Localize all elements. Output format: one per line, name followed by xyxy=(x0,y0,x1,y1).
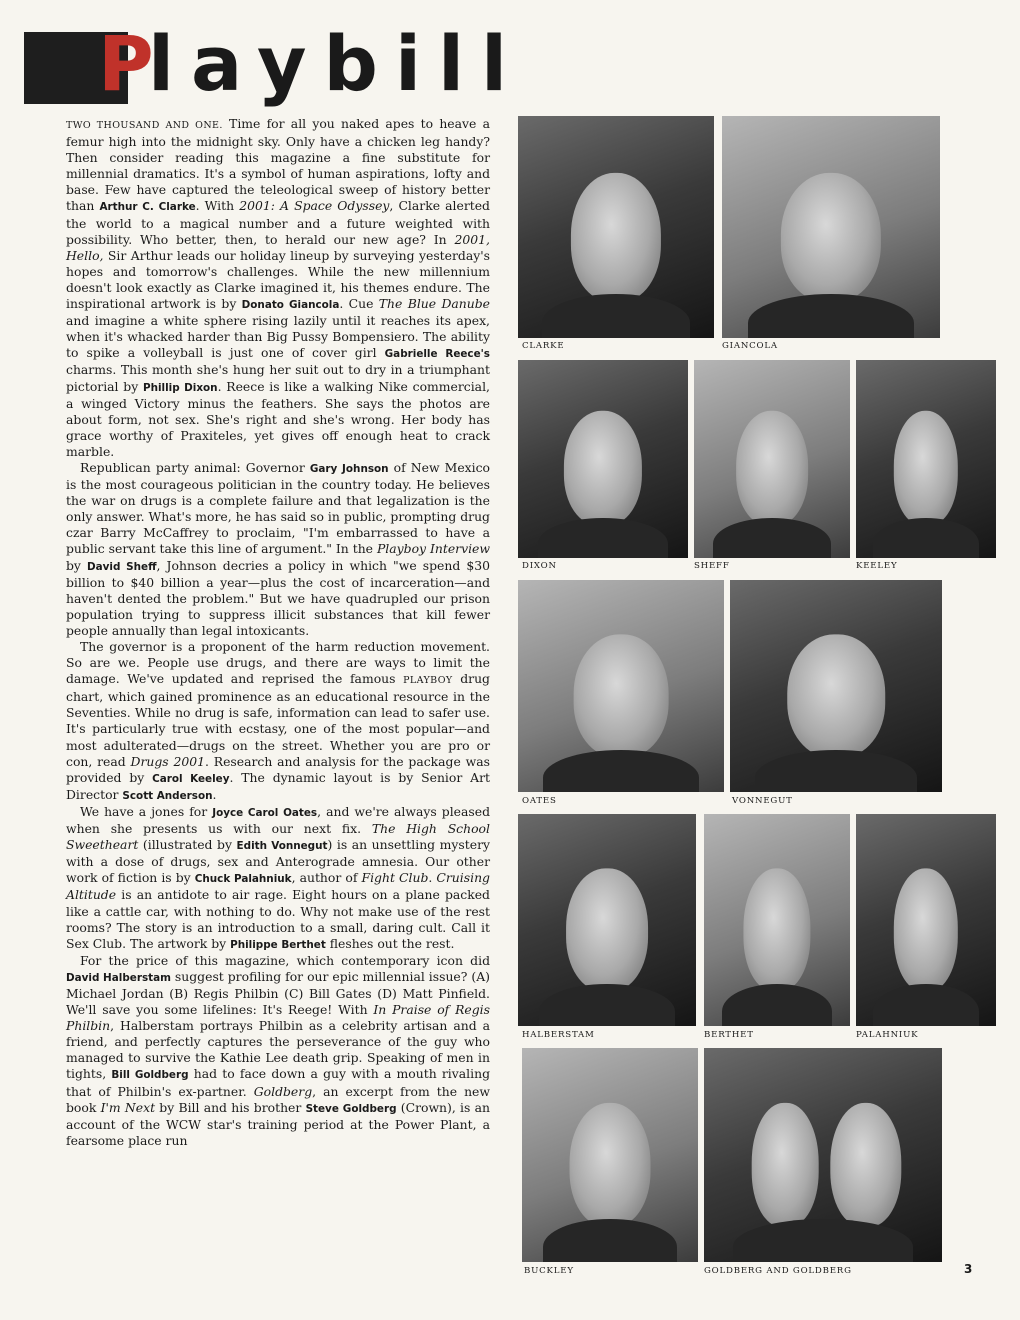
caption-buckley: BUCKLEY xyxy=(524,1266,574,1276)
paragraph-1: TWO THOUSAND AND ONE. Time for all you naked apes to heave a femur high into the midnight sky. Only have a chicken leg handy? Then consider reading this magazine a fine substitute for millennial dramatics. It's a symbol of human aspirations, lofty and base. Few have captured the teleological sweep of history better than Arthur C. Clarke. With 2001: A Space Odyssey, Clarke alerted the world to a magical number and a future weighted with possibility. Who better, then, to herald our new age? In 2001, Hello, Sir Arthur leads our holiday lineup by surveying yesterday's hopes and tomorrow's challenges. While the new millennium doesn't look exactly as Clarke imagined it, his themes endure. The inspirational artwork is by Donato Giancola. Cue The Blue Danube and imagine a white sphere rising lazily until it reaches its apex, when it's whacked harder than Big Pussy Bompensiero. The ability to spike a volleyball is just one of cover girl Gabrielle Reece's charms. This month she's hung her suit out to dry in a triumphant pictorial by Phillip Dixon. Reece is like a walking Nike commercial, a winged Victory minus the feathers. She says the photos are about form, not sex. She's right and she's wrong. Her body has grace worthy of Praxiteles, yet gives off enough heat to crack marble. xyxy=(66,116,490,459)
contributor-name: David Sheff xyxy=(87,560,157,573)
photo-sheff xyxy=(694,360,850,558)
caption-giancola: GIANCOLA xyxy=(722,341,778,351)
contributor-name: David Halberstam xyxy=(66,971,171,984)
contributor-name: Chuck Palahniuk xyxy=(194,873,292,886)
photo-giancola xyxy=(722,116,940,338)
photo-palahniuk xyxy=(856,814,996,1026)
caption-oates: OATES xyxy=(522,796,557,806)
contributor-name: Steve Goldberg xyxy=(305,1102,397,1115)
contributor-name: Gabrielle Reece's xyxy=(384,348,490,361)
caption-keeley: KEELEY xyxy=(856,561,898,571)
caption-halberstam: HALBERSTAM xyxy=(522,1030,595,1040)
caption-berthet: BERTHET xyxy=(704,1030,754,1040)
photo-oates xyxy=(518,580,724,792)
contributor-name: Scott Anderson xyxy=(122,789,213,802)
contributor-name: Edith Vonnegut xyxy=(236,840,328,853)
masthead-first-letter: P xyxy=(98,19,154,108)
contributor-name: Gary Johnson xyxy=(309,462,389,475)
caption-palahniuk: PALAHNIUK xyxy=(856,1030,919,1040)
paragraph-2: Republican party animal: Governor Gary Johnson of New Mexico is the most courageous politician in the country today. He believes the war on drugs is a complete failure and that legalization is the only answer. What's more, he has said so in public, prompting drug czar Barry McCaffrey to proclaim, "I'm embarrassed to have a public servant take this line of argument." In the Playboy Interview by David Sheff, Johnson decries a policy in which "we spend $30 billion to $40 billion a year—plus the cost of incarceration—and haven't dented the problem." But we have quadrupled our prison population trying to suppress illicit substances that kill fewer people annually than legal intoxicants. xyxy=(66,459,491,638)
playbill-masthead xyxy=(24,19,525,108)
contributor-name: Donato Giancola xyxy=(241,299,340,312)
masthead-title-rest: laybill xyxy=(148,19,525,108)
page-number: 3 xyxy=(964,1262,973,1276)
paragraph-4: We have a jones for Joyce Carol Oates, and we're always pleased when she presents us with our next fix. The High School Sweetheart (illustrated by Edith Vonnegut) is an unsettling mystery with a dose of drugs, sex and Anterograde amnesia. Our other work of fiction is by Chuck Palahniuk, author of Fight Club. Cruising Altitude is an antidote to air rage. Eight hours on a plane packed like a cattle car, with nothing to do. Why not make use of the rest rooms? The story is an introduction to a small, daring cult. Call it Sex Club. The artwork by Philippe Berthet fleshes out the rest. xyxy=(66,803,490,951)
article-body xyxy=(66,116,490,1149)
photo-vonnegut xyxy=(730,580,942,792)
photo-berthet xyxy=(704,814,850,1026)
lead-in: TWO THOUSAND AND ONE. xyxy=(66,120,223,131)
photo-keeley xyxy=(856,360,996,558)
photo-halberstam xyxy=(518,814,696,1026)
paragraph-3: The governor is a proponent of the harm reduction movement. So are we. People use drugs, and there are ways to limit the damage. We've updated and reprised the famous PLAYBOY drug chart, which gained prominence as an educational resource in the Seventies. While no drug is safe, information can lead to safer use. It's particularly true with ecstasy, one of the most popular—and most adulterated—drugs on the street. Whether you are pro or con, read Drugs 2001. Research and analysis for the package was provided by Carol Keeley. The dynamic layout is by Senior Art Director Scott Anderson. xyxy=(66,639,490,802)
caption-dixon: DIXON xyxy=(522,561,557,571)
contributor-name: Joyce Carol Oates xyxy=(212,806,318,819)
photo-clarke xyxy=(518,116,714,338)
contributor-name: Bill Goldberg xyxy=(111,1069,189,1082)
photo-dixon xyxy=(518,360,688,558)
photo-buckley xyxy=(522,1048,698,1262)
contributor-name: Philippe Berthet xyxy=(230,938,326,951)
caption-goldberg: GOLDBERG AND GOLDBERG xyxy=(704,1266,852,1276)
contributor-name: Phillip Dixon xyxy=(142,381,218,394)
contributor-name: Arthur C. Clarke xyxy=(99,201,196,214)
caption-sheff: SHEFF xyxy=(694,561,730,571)
caption-vonnegut: VONNEGUT xyxy=(732,796,793,806)
caption-clarke: CLARKE xyxy=(522,341,565,351)
photo-goldberg xyxy=(704,1048,942,1262)
contributor-name: Carol Keeley xyxy=(152,772,230,785)
paragraph-5: For the price of this magazine, which contemporary icon did David Halberstam suggest profiling for our epic millennial issue? (A) Michael Jordan (B) Regis Philbin (C) Bill Gates (D) Matt Pinfield. We'll save you some lifelines: It's Reege! With In Praise of Regis Philbin, Halberstam portrays Philbin as a celebrity artisan and a friend, and perfectly captures the perseverance of the guy who managed to survive the Kathie Lee death grip. Speaking of men in tights, Bill Goldberg had to face down a guy with a mouth rivaling that of Philbin's ex-partner. Goldberg, an excerpt from the new book I'm Next by Bill and his brother Steve Goldberg (Crown), is an account of the WCW star's training period at the Power Plant, a fearsome place run xyxy=(66,952,490,1148)
